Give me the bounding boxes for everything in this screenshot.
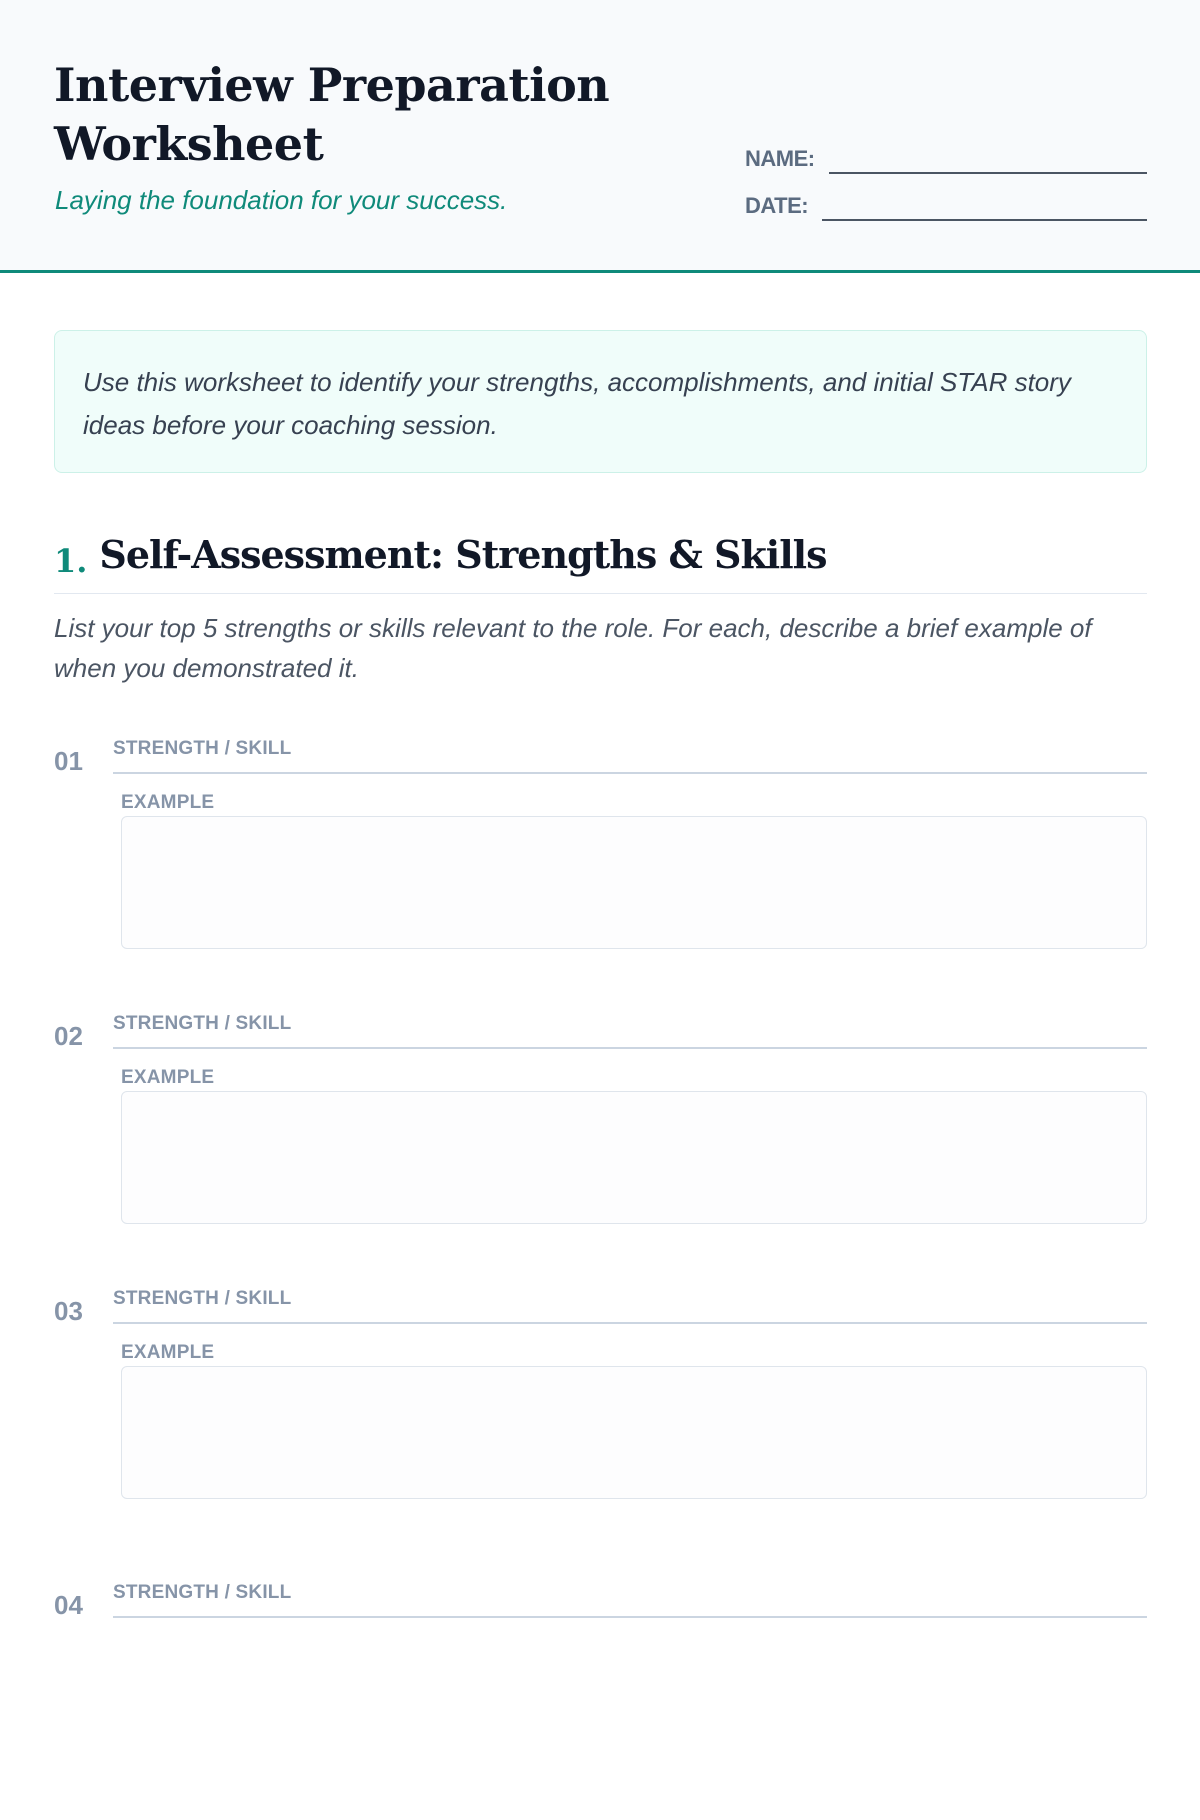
strength-entry — [54, 1011, 1147, 1251]
intro-callout — [54, 330, 1147, 473]
example-label: EXAMPLE — [121, 1067, 215, 1088]
date-label: DATE: — [745, 193, 809, 218]
strength-entry — [54, 1286, 1147, 1526]
entry-number: 01 — [54, 746, 83, 776]
strength-skill-label: STRENGTH / SKILL — [113, 1582, 292, 1603]
strength-skill-field[interactable] — [113, 1286, 1147, 1324]
example-field[interactable] — [121, 1091, 1147, 1224]
page-title — [54, 56, 694, 174]
name-label: NAME: — [745, 146, 815, 171]
section-number: 1. — [54, 542, 88, 580]
example-field[interactable] — [121, 816, 1147, 949]
page-subtitle: Laying the foundation for your success. — [55, 185, 508, 215]
entry-number: 02 — [54, 1021, 83, 1051]
example-label: EXAMPLE — [121, 1342, 215, 1363]
strength-entry — [54, 1580, 1147, 1820]
name-field — [745, 140, 1147, 174]
section-heading — [54, 528, 1147, 594]
title-line-1: Interview Preparation — [54, 58, 610, 112]
example-field[interactable] — [121, 1366, 1147, 1499]
date-field — [745, 187, 1147, 221]
name-input-line[interactable] — [829, 142, 1147, 174]
date-input-line[interactable] — [822, 189, 1147, 221]
strength-skill-label: STRENGTH / SKILL — [113, 1288, 292, 1309]
intro-text: Use this worksheet to identify your strengths, accomplishments, and initial STAR story ideas before your coaching session. — [83, 367, 1071, 440]
entry-number: 03 — [54, 1296, 83, 1326]
entry-number: 04 — [54, 1590, 83, 1620]
section-title: Self-Assessment: Strengths & Skills — [99, 532, 827, 577]
strength-skill-label: STRENGTH / SKILL — [113, 1013, 292, 1034]
strength-skill-field[interactable] — [113, 1580, 1147, 1618]
title-line-2: Worksheet — [54, 117, 324, 171]
section-description: List your top 5 strengths or skills relevant to the role. For each, describe a brief example of when you demonstrated it. — [54, 613, 1092, 683]
strength-skill-label: STRENGTH / SKILL — [113, 738, 292, 759]
strength-skill-field[interactable] — [113, 736, 1147, 774]
example-label: EXAMPLE — [121, 792, 215, 813]
strength-skill-field[interactable] — [113, 1011, 1147, 1049]
strength-entry — [54, 736, 1147, 976]
worksheet-header — [0, 0, 1200, 273]
